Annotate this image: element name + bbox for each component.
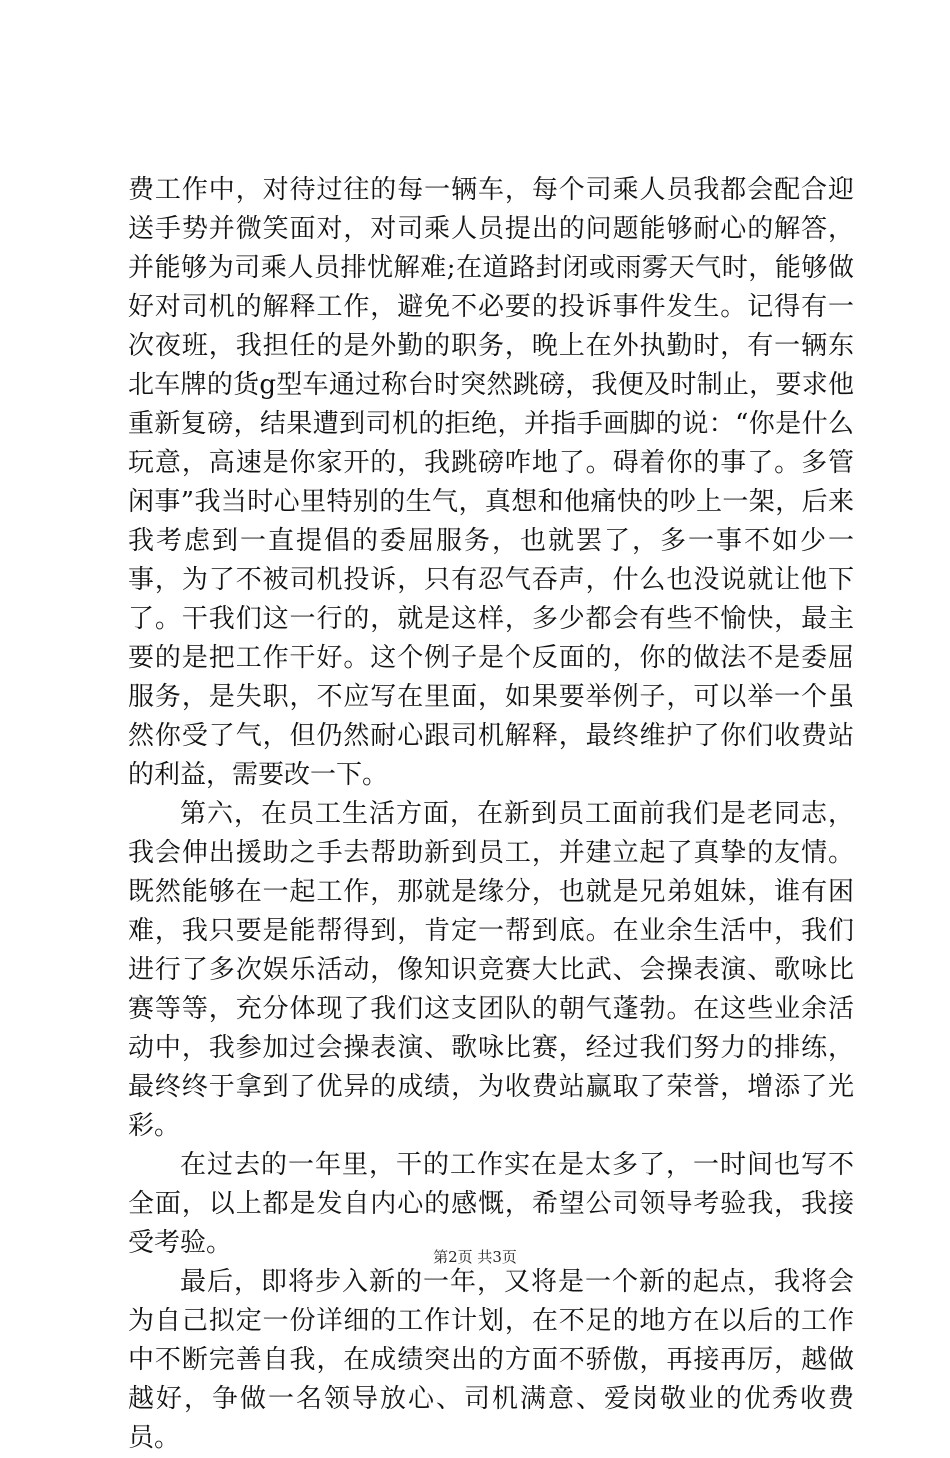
paragraph-past-year: 在过去的一年里，干的工作实在是太多了，一时间也写不全面，以上都是发自内心的感慨，希望公司领导考验我，我接受考验。 xyxy=(128,1150,854,1258)
paragraph-conclusion: 最后，即将步入新的一年，又将是一个新的起点，我将会为自己拟定一份详细的工作计划，在不足的地方在以后的工作中不断完善自我，在成绩突出的方面不骄傲，再接再厉，越做越好，争做一名领导放心、司机满意、爱岗敬业的优秀收费员。 xyxy=(128,1267,854,1453)
paragraph-staff-life: 第六，在员工生活方面，在新到员工面前我们是老同志，我会伸出援助之手去帮助新到员工，并建立起了真挚的友情。既然能够在一起工作，那就是缘分，也就是兄弟姐妹，谁有困难，我只要是能帮得到，肯定一帮到底。在业余生活中，我们进行了多次娱乐活动，像知识竞赛大比武、会操表演、歌咏比赛等等，充分体现了我们这支团队的朝气蓬勃。在这些业余活动中，我参加过会操表演、歌咏比赛，经过我们努力的排练，最终终于拿到了优异的成绩，为收费站赢取了荣誉，增添了光彩。 xyxy=(128,799,854,1141)
paragraph-continued: 费工作中，对待过往的每一辆车，每个司乘人员我都会配合迎送手势并微笑面对，对司乘人员提出的问题能够耐心的解答，并能够为司乘人员排忧解难;在道路封闭或雨雾天气时，能够做好对司机的解释工作，避免不必要的投诉事件发生。记得有一次夜班，我担任的是外勤的职务，晚上在外执勤时，有一辆东北车牌的货g型车通过称台时突然跳磅，我便及时制止，要求他重新复磅，结果遭到司机的拒绝，并指手画脚的说：“你是什么玩意，高速是你家开的，我跳磅咋地了。碍着你的事了。多管闲事”我当时心里特别的生气，真想和他痛快的吵上一架，后来我考虑到一直提倡的委屈服务，也就罢了，多一事不如少一事，为了不被司机投诉，只有忍气吞声，什么也没说就让他下了。干我们这一行的，就是这样，多少都会有些不愉快，最主要的是把工作干好。这个例子是个反面的，你的做法不是委屈服务，是失职，不应写在里面，如果要举例子，可以举一个虽然你受了气，但仍然耐心跟司机解释，最终维护了你们收费站的利益，需要改一下。 xyxy=(128,175,854,790)
page-number-footer: 第2页 共3页 xyxy=(433,1248,517,1266)
